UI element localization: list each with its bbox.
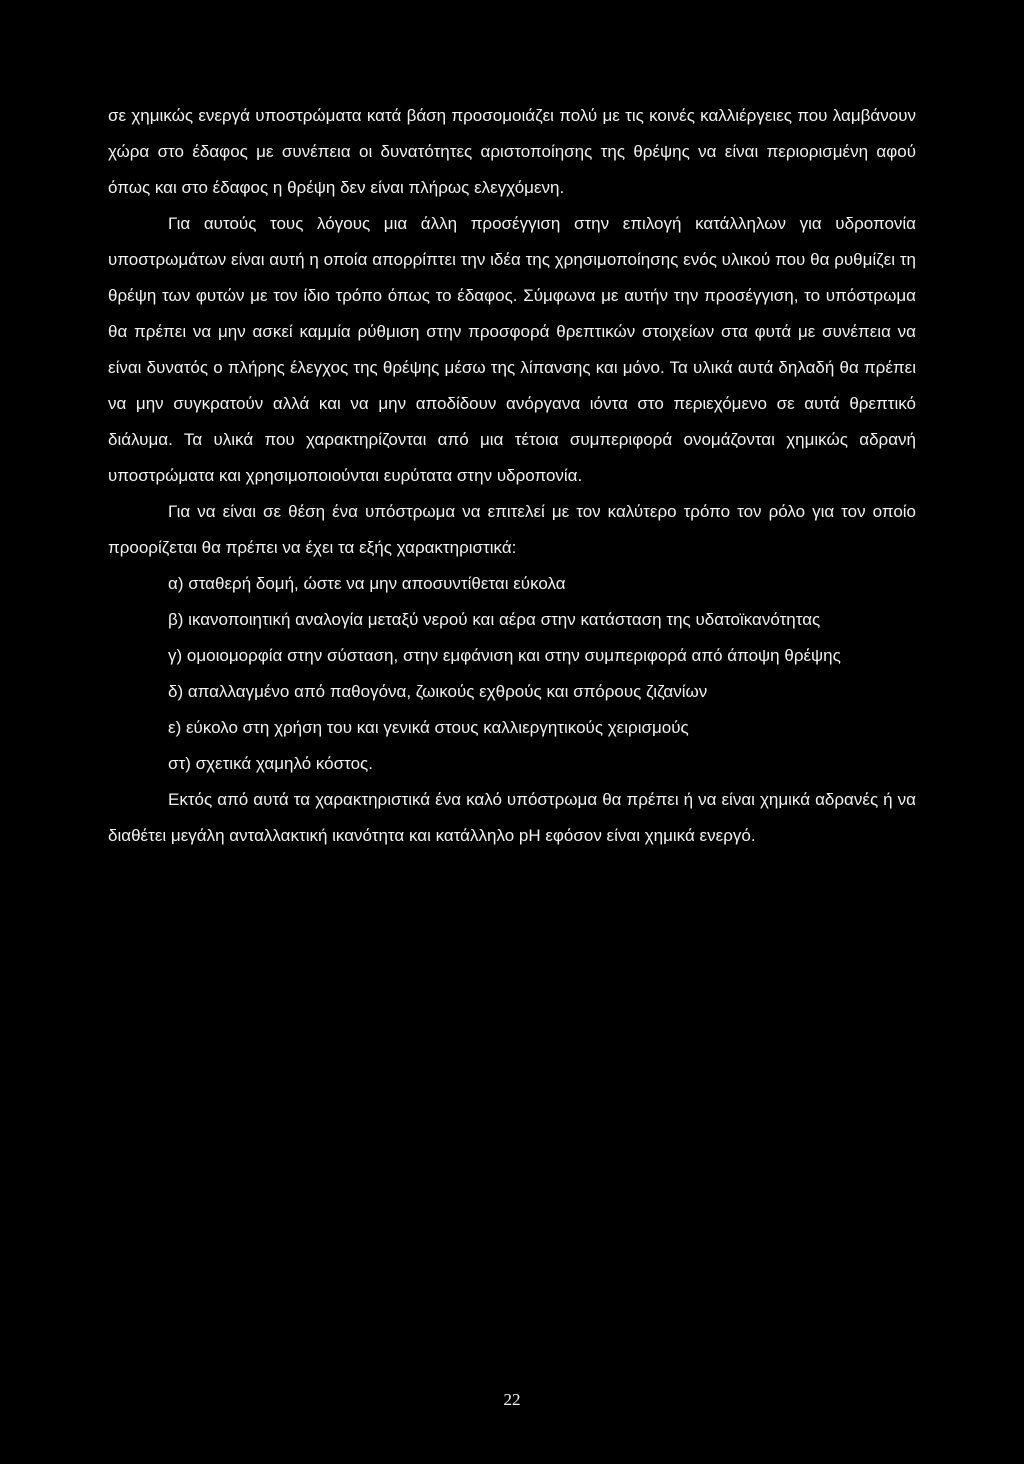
paragraph-closing: Εκτός από αυτά τα χαρακτηριστικά ένα καλό υπόστρωμα θα πρέπει ή να είναι χημικά αδρανές ή να διαθέτει μεγάλη ανταλλακτική ικανότητα και κατάλληλο pH εφόσον είναι χημικά ενεργό.: [108, 790, 916, 845]
paragraph-continuation: σε χημικώς ενεργά υποστρώματα κατά βάση προσομοιάζει πολύ με τις κοινές καλλιέργειες που λαμβάνουν χώρα στο έδαφος με συνέπεια οι δυνατότητες αριστοποίησης της θρέψης να είναι περιορισμένη αφού όπως και στο έδαφος η θρέψη δεν είναι πλήρως ελεγχόμενη.: [108, 106, 916, 197]
list-item: γ) ομοιομορφία στην σύσταση, στην εμφάνιση και στην συμπεριφορά από άποψη θρέψης: [168, 646, 841, 665]
page-number: 22: [503, 1390, 521, 1409]
list-item: δ) απαλλαγμένο από παθογόνα, ζωικούς εχθρούς και σπόρους ζιζανίων: [168, 682, 708, 701]
paragraph-approach: Για αυτούς τους λόγους μια άλλη προσέγγιση στην επιλογή κατάλληλων για υδροπονία υποστρωμάτων είναι αυτή η οποία απορρίπτει την ιδέα της χρησιμοποίησης ενός υλικού που θα ρυθμίζει τη θρέψη των φυτών με τον ίδιο τρόπο όπως το έδαφος. Σύμφωνα με αυτήν την προσέγγιση, το υπόστρωμα θα πρέπει να μην ασκεί καμμία ρύθμιση στην προσφορά θρεπτικών στοιχείων στα φυτά με συνέπεια να είναι δυνατός ο πλήρης έλεγχος της θρέψης μέσω της λίπανσης και μόνο. Τα υλικά αυτά δηλαδή θα πρέπει να μην συγκρατούν αλλά και να μην αποδίδουν ανόργανα ιόντα στο περιεχόμενο σε αυτά θρεπτικό διάλυμα. Τα υλικά που χαρακτηρίζονται από μια τέτοια συμπεριφορά ονομάζονται χημικώς αδρανή υποστρώματα και χρησιμοποιούνται ευρύτατα στην υδροπονία.: [108, 214, 916, 485]
list-item: στ) σχετικά χαμηλό κόστος.: [168, 754, 373, 773]
list-item: α) σταθερή δομή, ώστε να μην αποσυντίθεται εύκολα: [168, 574, 566, 593]
page-body: [108, 98, 916, 854]
list-item: β) ικανοποιητική αναλογία μεταξύ νερού και αέρα στην κατάσταση της υδατοϊκανότητας: [168, 610, 821, 629]
list-item: ε) εύκολο στη χρήση του και γενικά στους καλλιεργητικούς χειρισμούς: [168, 718, 689, 737]
paragraph-requirements-intro: Για να είναι σε θέση ένα υπόστρωμα να επιτελεί με τον καλύτερο τρόπο τον ρόλο για τον οποίο προορίζεται θα πρέπει να έχει τα εξής χαρακτηριστικά:: [108, 502, 916, 557]
